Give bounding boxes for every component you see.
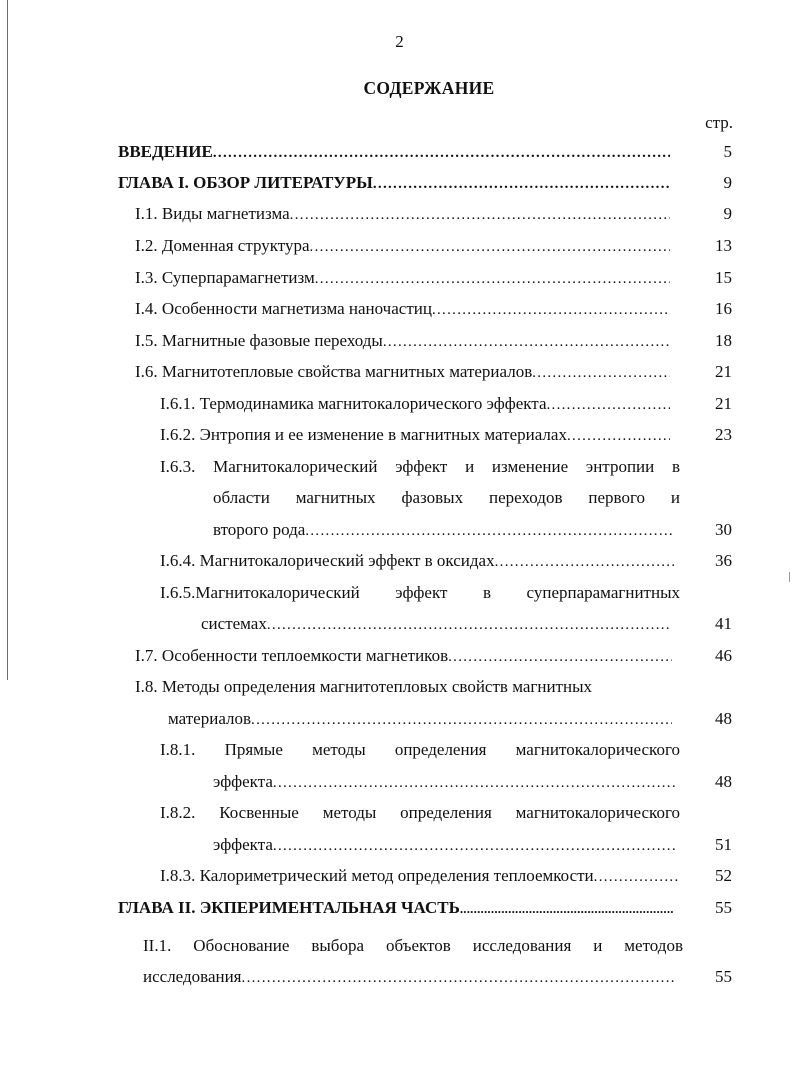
toc-entry-1-6-4[interactable] <box>0 551 799 582</box>
toc-page-number: 55 <box>715 898 732 917</box>
toc-entry-title: I.2. Доменная структура <box>135 236 310 255</box>
toc-entry-1-6-3-line-1[interactable] <box>0 457 799 488</box>
toc-leader-dots <box>290 207 670 224</box>
toc-page-number: 36 <box>715 551 732 570</box>
toc-entry-1-6-5-line-2[interactable] <box>0 614 799 645</box>
toc-entry-title: I.6.5.Магнитокалорический эффект в суперпарамагнитных <box>160 583 680 602</box>
toc-entry-title: I.6. Магнитотепловые свойства магнитных материалов <box>135 362 533 381</box>
toc-entry-1-8-1-line-2[interactable] <box>0 772 799 803</box>
toc-entry-title: I.6.3. Магнитокалорический эффект и изменение энтропии в <box>160 457 680 476</box>
toc-entry-1-8-2-line-1[interactable] <box>0 803 799 834</box>
toc-leader-dots <box>383 334 670 351</box>
toc-entry-title: ВВЕДЕНИЕ <box>118 142 213 161</box>
toc-entry-title-continued: материалов <box>168 709 252 728</box>
toc-entry-1-1[interactable] <box>0 204 799 235</box>
toc-entry-title: I.1. Виды магнетизма <box>135 204 290 223</box>
toc-entry-title: I.3. Суперпарамагнетизм <box>135 268 315 287</box>
toc-entry-1-4[interactable] <box>0 299 799 330</box>
toc-page-number: 48 <box>715 772 732 791</box>
toc-leader-dots <box>373 176 670 193</box>
toc-entry-title: ГЛАВА I. ОБЗОР ЛИТЕРАТУРЫ <box>118 173 373 192</box>
toc-entry-1-6-3-line-3[interactable] <box>0 520 799 551</box>
toc-page-number: 51 <box>715 835 732 854</box>
toc-page-number: 48 <box>715 709 732 728</box>
toc-entry-chapter-2[interactable] <box>0 898 799 929</box>
toc-page-number: 5 <box>723 142 732 161</box>
page-title: СОДЕРЖАНИЕ <box>363 78 495 98</box>
toc-leader-dots <box>495 554 674 571</box>
toc-entry-1-6-5-line-1[interactable] <box>0 583 799 614</box>
toc-leader-dots <box>315 271 670 288</box>
toc-page-number: 9 <box>723 204 732 223</box>
toc-page-number: 55 <box>715 967 732 986</box>
pages-column-label: стр. <box>705 113 733 132</box>
toc-entry-title: II.1. Обоснование выбора объектов исследования и методов <box>143 936 683 955</box>
toc-entry-title: ГЛАВА II. ЭКПЕРИМЕНТАЛЬНАЯ ЧАСТЬ <box>118 898 460 917</box>
toc-entry-title-continued: исследования <box>143 967 242 986</box>
toc-page-number: 18 <box>715 331 732 350</box>
toc-entry-title-continued: системах <box>201 614 267 633</box>
toc-page-number: 16 <box>715 299 732 318</box>
toc-page-number: 21 <box>715 362 732 381</box>
toc-entry-1-8-3[interactable] <box>0 866 799 897</box>
toc-entry-title: I.6.4. Магнитокалорический эффект в оксидах <box>160 551 495 570</box>
toc-leader-dots <box>546 397 670 414</box>
toc-leader-dots <box>594 869 680 886</box>
toc-entry-1-8-2-line-2[interactable] <box>0 835 799 866</box>
toc-entry-title: I.6.2. Энтропия и ее изменение в магнитных материалах <box>160 425 567 444</box>
toc-page-number: 21 <box>715 394 732 413</box>
toc-leader-dots <box>432 302 670 319</box>
toc-entry-title-continued: второго рода <box>213 520 306 539</box>
toc-entry-intro[interactable] <box>0 142 799 173</box>
toc-entry-title-continued: области магнитных фазовых переходов первого и <box>213 488 680 507</box>
toc-entry-chapter-1[interactable] <box>0 173 799 204</box>
toc-entry-title: I.4. Особенности магнетизма наночастиц <box>135 299 432 318</box>
toc-entry-1-6-2[interactable] <box>0 425 799 456</box>
toc-leader-dots <box>273 838 675 855</box>
toc-entry-1-6-3-line-2[interactable] <box>0 488 799 519</box>
toc-entry-1-8-line-1[interactable] <box>0 677 799 708</box>
toc-entry-title-continued: эффекта <box>213 835 273 854</box>
toc-leader-dots <box>251 712 672 729</box>
toc-page-number: 46 <box>715 646 732 665</box>
toc-page-number: 9 <box>723 173 732 192</box>
toc-leader-dots <box>267 617 669 634</box>
toc-page-number: 13 <box>715 236 732 255</box>
toc-leader-dots <box>532 365 670 382</box>
toc-entry-title: I.7. Особенности теплоемкости магнетиков <box>135 646 449 665</box>
toc-entry-title: I.6.1. Термодинамика магнитокалорического эффекта <box>160 394 547 413</box>
toc-entry-1-7[interactable] <box>0 646 799 677</box>
toc-page-number: 15 <box>715 268 732 287</box>
toc-leader-dots <box>448 649 672 666</box>
toc-entry-1-8-1-line-1[interactable] <box>0 740 799 771</box>
toc-page-number: 41 <box>715 614 732 633</box>
toc-entry-title: I.8. Методы определения магнитотепловых свойств магнитных <box>135 677 592 696</box>
toc-entry-title: I.8.1. Прямые методы определения магнитокалорического <box>160 740 680 759</box>
toc-entry-2-1-line-1[interactable] <box>0 936 799 967</box>
toc-leader-dots <box>242 970 675 987</box>
toc-entry-1-2[interactable] <box>0 236 799 267</box>
toc-entry-2-1-line-2[interactable] <box>0 967 799 998</box>
toc-leader-dots <box>460 901 674 917</box>
toc-entry-title-continued: эффекта <box>213 772 273 791</box>
toc-leader-dots <box>305 523 673 540</box>
toc-entry-title: I.8.3. Калориметрический метод определения теплоемкости <box>160 866 594 885</box>
toc-page-number: 52 <box>715 866 732 885</box>
toc-entry-1-6[interactable] <box>0 362 799 393</box>
toc-leader-dots <box>567 428 670 445</box>
toc-page-number: 23 <box>715 425 732 444</box>
toc-leader-dots <box>213 145 670 162</box>
page-number: 2 <box>395 32 404 51</box>
toc-entry-1-8-line-2[interactable] <box>0 709 799 740</box>
toc-entry-title: I.5. Магнитные фазовые переходы <box>135 331 383 350</box>
toc-leader-dots <box>273 775 675 792</box>
toc-page-number: 30 <box>715 520 732 539</box>
toc-entry-1-6-1[interactable] <box>0 394 799 425</box>
toc-leader-dots <box>310 239 670 256</box>
toc-entry-1-3[interactable] <box>0 268 799 299</box>
toc-entry-title: I.8.2. Косвенные методы определения магнитокалорического <box>160 803 680 822</box>
toc-entry-1-5[interactable] <box>0 331 799 362</box>
